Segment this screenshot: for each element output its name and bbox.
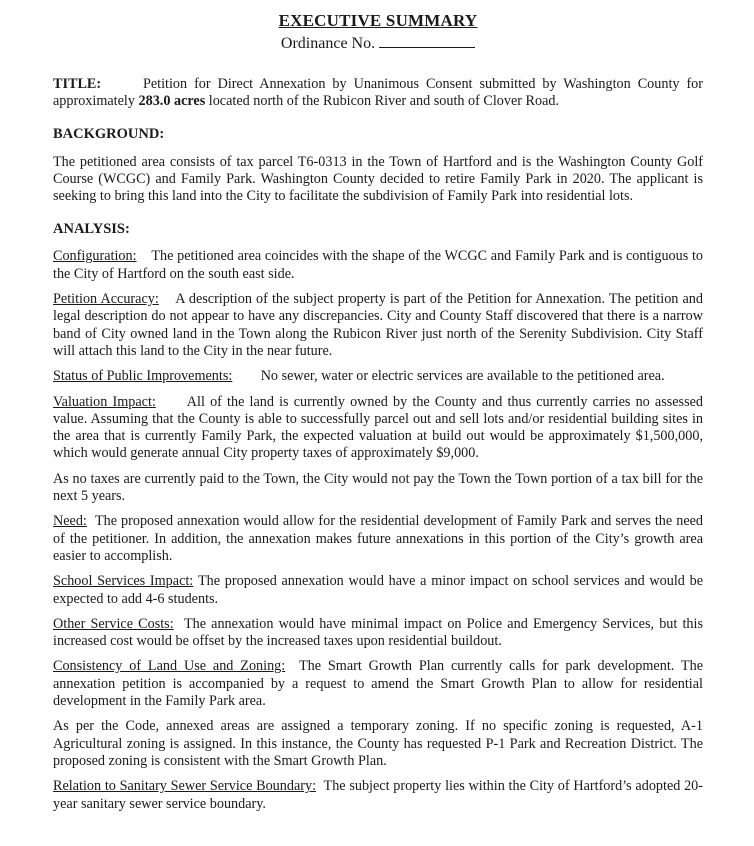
analysis-item bbox=[53, 394, 703, 463]
analysis-item-text: The subject property lies within the City of Hartford’s adopted 20-year sanitary sewer service boundary. bbox=[53, 778, 704, 812]
title-text-before: Petition for Direct Annexation by Unanimous Consent submitted by Washington County for approximately bbox=[53, 76, 703, 110]
summary-header bbox=[53, 11, 703, 54]
analysis-item-text: The proposed annexation would allow for the residential development of Family Park and serves the need of the petitioner. In addition, the annexation makes future annexations in this portion of the City’s growth area easier to accomplish. bbox=[53, 513, 704, 564]
analysis-item-label: Status of Public Improvements: bbox=[53, 368, 233, 385]
analysis-item-text: The proposed annexation would have a minor impact on school services and would be expected to add 4-6 students. bbox=[53, 573, 704, 607]
analysis-item bbox=[53, 368, 703, 385]
analysis-item bbox=[53, 718, 703, 770]
analysis-item-label: Consistency of Land Use and Zoning: bbox=[53, 658, 286, 675]
analysis-item-label: Relation to Sanitary Sewer Service Boundary: bbox=[53, 778, 317, 795]
analysis-item-label: Other Service Costs: bbox=[53, 615, 174, 632]
analysis-item-text: The Smart Growth Plan currently calls for park development. The annexation petition is accompanied by a request to amend the Smart Growth Plan to allow for residential development in the Family Park area. bbox=[53, 658, 703, 710]
analysis-item-label: Petition Accuracy: bbox=[53, 291, 159, 308]
title-label: TITLE: bbox=[53, 76, 102, 92]
analysis-item-text: As no taxes are currently paid to the Town, the City would not pay the Town the Town portion of a tax bill for the next 5 years. bbox=[53, 470, 703, 505]
analysis-item bbox=[53, 616, 703, 651]
background-heading: BACKGROUND: bbox=[53, 125, 165, 142]
ordinance-label: Ordinance No. bbox=[280, 35, 376, 52]
analysis-item-label: Need: bbox=[53, 513, 87, 530]
title-text-after: located north of the Rubicon River and south of Clover Road. bbox=[208, 93, 560, 110]
analysis-item bbox=[53, 513, 703, 565]
background-text: The petitioned area consists of tax parcel T6-0313 in the Town of Hartford and is the Washington County Golf Course (WCGC) and Family Park. Washington County decided to retire Family Park in 2020. The applicant is seeking to bring this land into the City to facilitate the subdivision of Family Park into residential lots. bbox=[53, 153, 703, 205]
analysis-item bbox=[53, 248, 703, 283]
analysis-item-text: As per the Code, annexed areas are assigned a temporary zoning. If no specific zoning is requested, A-1 Agricultural zoning is assigned. In this instance, the County has requested P-1 Park and Recreation District. The proposed zoning is consistent with the Smart Growth Plan. bbox=[53, 718, 703, 769]
analysis-item bbox=[53, 658, 703, 710]
analysis-item-label: School Services Impact: bbox=[53, 573, 194, 590]
title-paragraph bbox=[53, 76, 703, 111]
analysis-item-text: The petitioned area coincides with the shape of the WCGC and Family Park and is contiguous to the City of Hartford on the south east side. bbox=[53, 248, 703, 282]
document-title: EXECUTIVE SUMMARY bbox=[278, 11, 478, 30]
document-page bbox=[53, 0, 703, 813]
ordinance-number-blank bbox=[379, 33, 475, 48]
analysis-item-text: The annexation would have minimal impact on Police and Emergency Services, but this increased cost would be offset by the increased taxes upon residential buildout. bbox=[53, 615, 703, 650]
analysis-item bbox=[53, 778, 703, 813]
analysis-item bbox=[53, 573, 703, 608]
analysis-item-text: A description of the subject property is part of the Petition for Annexation. The petition and legal description do not appear to have any discrepancies. City and County Staff discovered that there is a narrow band of City owned land in the Town along the Rubicon River just north of the Serenity Subdivision. City Staff will attach this land to the City in the near future. bbox=[53, 291, 703, 359]
analysis-item-label: Configuration: bbox=[53, 248, 137, 265]
analysis-heading: ANALYSIS: bbox=[53, 221, 130, 238]
analysis-item-text: No sewer, water or electric services are available to the petitioned area. bbox=[260, 368, 665, 385]
analysis-item bbox=[53, 291, 703, 360]
analysis-item bbox=[53, 471, 703, 506]
analysis-item-label: Valuation Impact: bbox=[53, 393, 156, 410]
title-acres: 283.0 acres bbox=[138, 93, 206, 110]
ordinance-line bbox=[53, 33, 703, 54]
analysis-item-text: All of the land is currently owned by the County and thus currently carries no assessed value. Assuming that the County is able to successfully parcel out and sell lots and/or residential building sites in the area that is currently Family Park, the expected valuation at build out would be approximately $1,500,000, which would generate annual City property taxes of approximately $9,000. bbox=[53, 393, 703, 462]
